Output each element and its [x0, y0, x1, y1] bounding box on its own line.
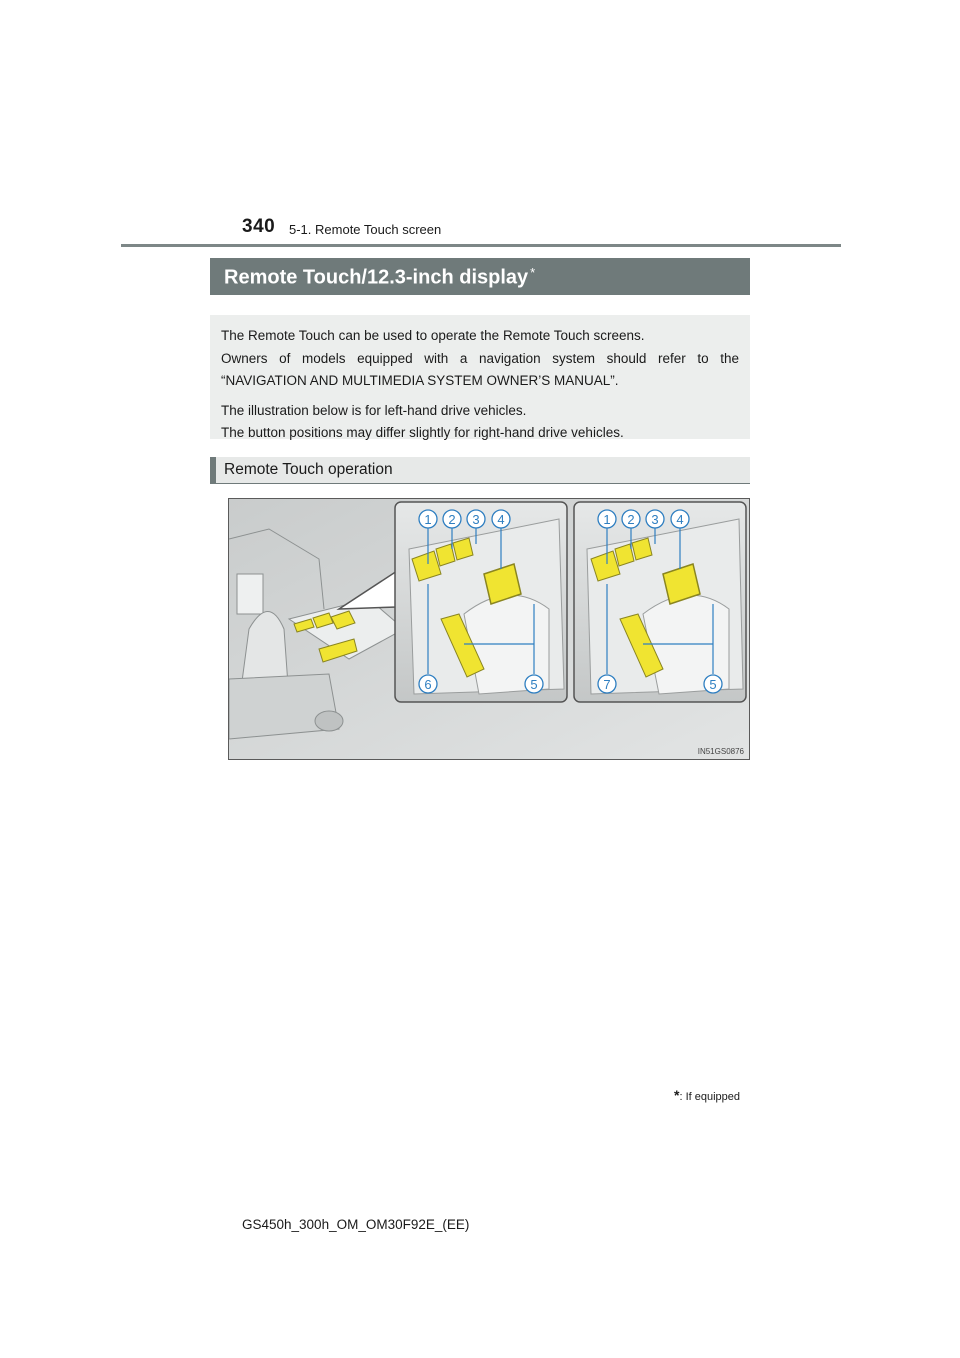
doc-code: GS450h_300h_OM_OM30F92E_(EE) — [242, 1217, 470, 1232]
illustration-drawing — [229, 499, 749, 759]
footnote-mark: * — [674, 1087, 680, 1103]
callout-right-4: 4 — [676, 512, 684, 527]
callout-left-3: 3 — [472, 512, 480, 527]
title-text: Remote Touch/12.3-inch display — [224, 266, 529, 289]
callout-right-5: 5 — [709, 677, 717, 692]
footnote-text: : If equipped — [679, 1091, 741, 1103]
intro-line-1: The Remote Touch can be used to operate the Remote Touch screens. — [221, 328, 645, 343]
illustration-code: IN51GS0876 — [697, 747, 744, 756]
remote-touch-illustration — [228, 498, 750, 760]
callout-right-2: 2 — [627, 512, 635, 527]
intro-line-2: Owners of models equipped with a navigation system should refer to the “NAVIGATION AND MULTIMEDIA SYSTEM OWNER’S MANUAL”. — [221, 350, 739, 388]
zoom-panel-right — [574, 502, 746, 702]
zoom-panel-left — [395, 502, 567, 702]
header-rule — [121, 244, 841, 247]
page-number: 340 — [242, 216, 276, 237]
callout-left-6: 6 — [424, 677, 432, 692]
callout-left-4: 4 — [497, 512, 505, 527]
callout-right-3: 3 — [651, 512, 659, 527]
subsection-title: Remote Touch operation — [210, 457, 750, 484]
section-title: 5-1. Remote Touch screen — [289, 222, 442, 237]
callout-left-2: 2 — [448, 512, 456, 527]
callout-right-1: 1 — [603, 512, 611, 527]
intro-box — [210, 315, 750, 439]
callout-left-1: 1 — [424, 512, 432, 527]
callout-left-5: 5 — [530, 677, 538, 692]
footnote — [674, 1087, 740, 1103]
title-bar — [210, 258, 750, 295]
title-mark: * — [530, 265, 536, 280]
callout-right-7: 7 — [603, 677, 611, 692]
intro-line-4: The button positions may differ slightly for right-hand drive vehicles. — [221, 425, 624, 440]
intro-line-3: The illustration below is for left-hand drive vehicles. — [221, 402, 527, 418]
